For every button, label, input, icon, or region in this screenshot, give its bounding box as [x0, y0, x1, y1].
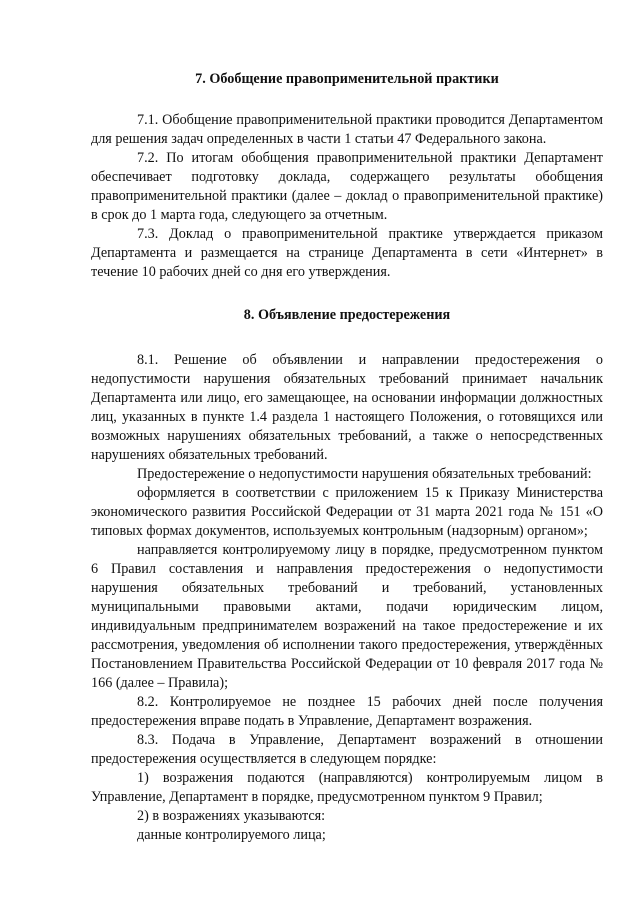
section-8-heading: 8. Объявление предостережения [243, 307, 451, 323]
paragraph-7-1: 7.1. Обобщение правоприменительной практики проводится Департаментом для решения задач определенных в части 1 статьи 47 Федерального закона. [91, 112, 603, 147]
paragraph-warning-send: направляется контролируемому лицу в порядке, предусмотренном пунктом 6 Правил составления и направления предостережения о недопустимости нарушения обязательных требований и требований, установленных муниципальными правовыми актами, подачи юридическим лицом, индивидуальным предпринимателем возражений на такое предостережение и их рассмотрения, уведомления об исполнении такого предостережения, утверждённых Постановлением Правительства Российской Федерации от 10 февраля 2017 года № 166 (далее – Правила); [91, 542, 603, 691]
paragraph-item-2: 2) в возражениях указываются: [137, 808, 326, 824]
section-7-heading: 7. Обобщение правоприменительной практики [195, 71, 499, 87]
paragraph-item-data: данные контролируемого лица; [137, 827, 326, 843]
paragraph-8-1: 8.1. Решение об объявлении и направлении предостережения о недопустимости нарушения обязательных требований принимает начальник Департамента или лицо, его замещающее, на основании информации должностных лиц, указанных в пункте 1.4 раздела 1 настоящего Положения, о готовящихся или возможных нарушениях обязательных требований, а также о непосредственных нарушениях обязательных требований. [91, 352, 603, 463]
paragraph-8-3: 8.3. Подача в Управление, Департамент возражений в отношении предостережения осуществляется в следующем порядке: [91, 732, 603, 767]
document-page [91, 70, 603, 845]
paragraph-8-2: 8.2. Контролируемое не позднее 15 рабочих дней после получения предостережения вправе подать в Управление, Департамент возражения. [91, 694, 603, 729]
paragraph-7-3: 7.3. Доклад о правоприменительной практике утверждается приказом Департамента и размещается на странице Департамента в сети «Интернет» в течение 10 рабочих дней со дня его утверждения. [91, 226, 603, 280]
paragraph-warning-form: оформляется в соответствии с приложением 15 к Приказу Министерства экономического развития Российской Федерации от 31 марта 2021 года № 151 «О типовых формах документов, используемых контрольным (надзорным) органом»; [91, 485, 603, 539]
paragraph-7-2: 7.2. По итогам обобщения правоприменительной практики Департамент обеспечивает подготовку доклада, содержащего результаты обобщения правоприменительной практики (далее – доклад о правоприменительной практике) в срок до 1 марта года, следующего за отчетным. [91, 150, 603, 223]
paragraph-warning-intro: Предостережение о недопустимости нарушения обязательных требований: [137, 466, 592, 482]
paragraph-item-1: 1) возражения подаются (направляются) контролируемым лицом в Управление, Департамент в порядке, предусмотренном пунктом 9 Правил; [91, 770, 603, 805]
